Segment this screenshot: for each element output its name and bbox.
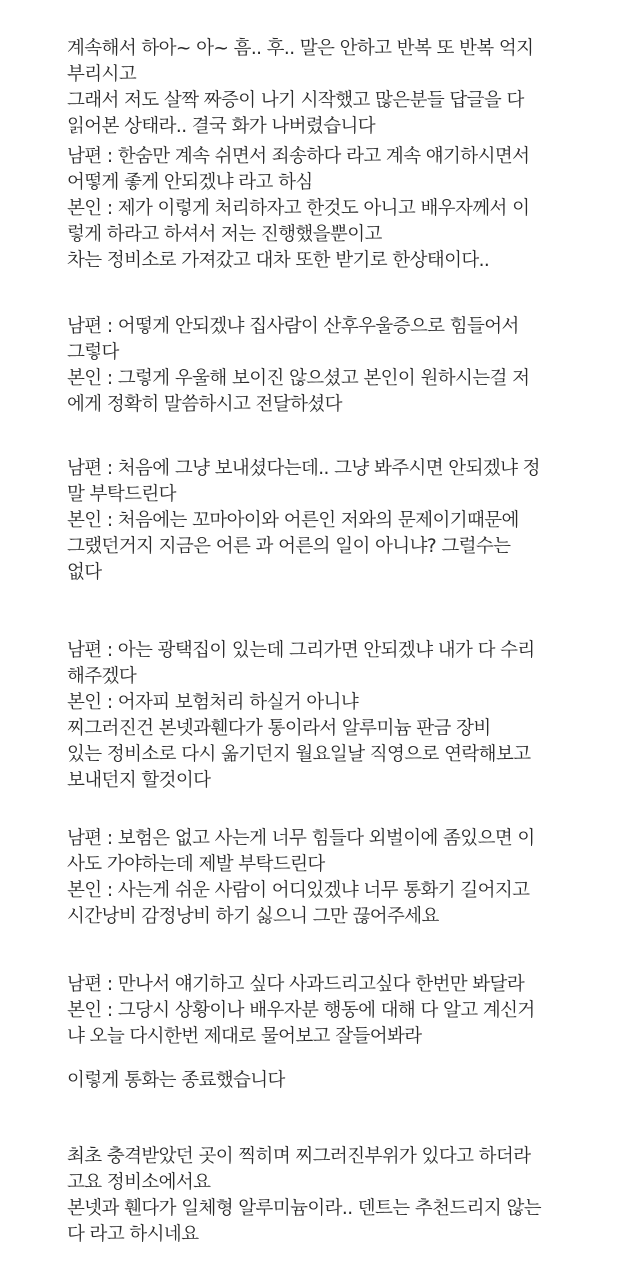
text-line: 고요 정비소에서요 xyxy=(67,1172,211,1193)
text-line: 읽어본 상태라.. 결국 화가 나버렸습니다 xyxy=(67,116,376,137)
text-line: 찌그러진건 본넷과휀다가 통이라서 알루미늄 판금 장비 xyxy=(67,718,491,739)
text-line: 차는 정비소로 가져갔고 대차 또한 받기로 한상태이다.. xyxy=(67,250,490,271)
text-line: 해주겠다 xyxy=(67,666,137,687)
text-line: 어떻게 좋게 안되겠냐 라고 하심 xyxy=(67,172,313,193)
text-line: 본인 : 처음에는 꼬마아이와 어른인 저와의 문제이기때문에 xyxy=(67,510,519,531)
text-line: 남편 : 만나서 얘기하고 싶다 사과드리고싶다 한번만 봐달라 xyxy=(67,974,525,995)
text-line: 사도 가야하는데 제발 부탁드린다 xyxy=(67,854,325,875)
text-line: 남편 : 어떻게 안되겠냐 집사람이 산후우울증으로 힘들어서 xyxy=(67,316,519,337)
text-line: 남편 : 처음에 그냥 보내셨다는데.. 그냥 봐주시면 안되겠냐 정 xyxy=(67,458,540,479)
text-line: 본인 : 어자피 보험처리 하실거 아니냐 xyxy=(67,692,359,713)
text-line: 에게 정확히 말씀하시고 전달하셨다 xyxy=(67,394,342,415)
text-line: 시간낭비 감정낭비 하기 싫으니 그만 끊어주세요 xyxy=(67,906,439,927)
text-line: 남편 : 한숨만 계속 쉬면서 죄송하다 라고 계속 얘기하시면서 xyxy=(67,146,530,167)
text-line: 남편 : 아는 광택집이 있는데 그리가면 안되겠냐 내가 다 수리 xyxy=(67,640,535,661)
text-line: 다 라고 하시네요 xyxy=(67,1224,199,1245)
text-line: 최초 충격받았던 곳이 찍히며 찌그러진부위가 있다고 하더라 xyxy=(67,1146,531,1167)
text-line: 계속해서 하아~ 아~ 흠.. 후.. 말은 안하고 반복 또 반복 억지 xyxy=(67,38,534,59)
text-line: 본인 : 그렇게 우울해 보이진 않으셨고 본인이 원하시는걸 저 xyxy=(67,368,530,389)
text-line: 그래서 저도 살짝 짜증이 나기 시작했고 많은분들 답글을 다 xyxy=(67,90,524,111)
text-line: 남편 : 보험은 없고 사는게 너무 힘들다 외벌이에 좀있으면 이 xyxy=(67,828,535,849)
text-line: 없다 xyxy=(67,562,102,583)
text-line: 그렇다 xyxy=(67,342,119,363)
text-line: 본인 : 제가 이렇게 처리하자고 한것도 아니고 배우자께서 이 xyxy=(67,198,530,219)
text-line: 이렇게 통화는 종료했습니다 xyxy=(67,1070,285,1091)
text-line: 본인 : 사는게 쉬운 사람이 어디있겠냐 너무 통화기 길어지고 xyxy=(67,880,530,901)
text-line: 렇게 하라고 하셔서 저는 진행했을뿐이고 xyxy=(67,224,382,245)
text-line: 부리시고 xyxy=(67,64,137,85)
text-line: 보내던지 할것이다 xyxy=(67,770,211,791)
text-line: 그랬던거지 지금은 어른 과 어른의 일이 아니냐? 그럴수는 xyxy=(67,536,511,557)
text-line: 있는 정비소로 다시 옮기던지 월요일날 직영으로 연락해보고 xyxy=(67,744,531,765)
text-line: 본넷과 휀다가 일체형 알루미늄이라.. 덴트는 추천드리지 않는 xyxy=(67,1198,542,1219)
text-line: 본인 : 그당시 상황이나 배우자분 행동에 대해 다 알고 계신거 xyxy=(67,1000,535,1021)
text-line: 냐 오늘 다시한번 제대로 물어보고 잘들어봐라 xyxy=(67,1026,422,1047)
text-line: 말 부탁드린다 xyxy=(67,484,176,505)
